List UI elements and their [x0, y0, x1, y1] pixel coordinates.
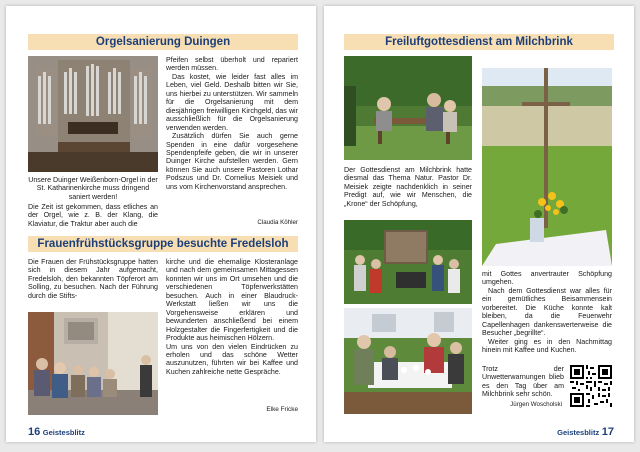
picnic-table-photo [344, 56, 472, 160]
page-number-right [557, 426, 614, 438]
gottesdienst-para-2: Nach dem Gottesdienst war alles für ein gemütliches Beisammensein vorbereitet. Die Küche konnte kalt bleiben, da die Feuerwehr Capellenhagen dankenswerterweise die Besucher „begrillte“. [482, 286, 612, 338]
fredelsloh-text-col1: Die Frauen der Frühstücksgruppe hatten sich in diesem Jahr aufgemacht, Fredelsloh, den bekannten Töpferort am Solling, zu besuchen. Nach der Führung durch die Stifts- [28, 258, 158, 300]
gottesdienst-text-col1: Der Gottesdienst am Milchbrink hatte diesmal das Thema Natur. Pastor Dr. Meisiek zeigte nachdenklich in seiner Predigt auf, wie wir Menschen, die „Krone“ der Schöpfung, [344, 166, 472, 208]
cross-flowers-photo [482, 68, 612, 266]
gottesdienst-text-col2 [482, 270, 612, 355]
coffee-table-photo [344, 308, 472, 414]
organ-para-3: Zusätzlich dürfen Sie auch gerne Spenden in eine dafür vorgesehene Spendenpfeife geben, die wir in unserer Duinger Kirche aufstellen werden. Gern können Sie auch unsere Pastoren Lothar Podszus und Dr. Cornelius Meisiek und uns vom Kirchenvorstand ansprechen. [166, 132, 298, 191]
brand-label: Geistesblitz [42, 428, 85, 437]
fredelsloh-photo [28, 312, 158, 415]
page-number-left [28, 426, 85, 438]
grill-photo [344, 220, 472, 304]
author-fricke: Elke Fricke [266, 406, 298, 413]
organ-text-col1: Die Zeit ist gekommen, dass etliches an der Orgel, wie z. B. der Klang, die Klaviatur, die Traktur aber auch die [28, 203, 158, 228]
heading-frauenfruehstueck: Frauenfrühstücksgruppe besuchte Fredelsloh [28, 236, 298, 252]
author-woscholski: Jürgen Woscholski [510, 401, 562, 408]
gottesdienst-para-4: Trotz der Unwetterwarnungen blieb es den Tag über am Milchbrink sehr schön. [482, 365, 564, 399]
author-koehler: Claudia Köhler [257, 219, 298, 226]
organ-photo [28, 56, 158, 172]
left-page [6, 6, 316, 442]
right-page [324, 6, 634, 442]
organ-para-1: Pfeifen selbst überholt und repariert werden müssen. [166, 56, 298, 73]
organ-para-2: Das kostet, wie leider fast alles im Leben, viel Geld. Deshalb bitten wir Sie, uns hierbei zu unterstützen. Wir sammeln für die Orgelsanierung mit dem diesjährigen freiwilligen Kirchgeld, das wir ausschließlich für die Orgelsanierung verwenden werden. [166, 72, 298, 132]
heading-orgelsanierung: Orgelsanierung Duingen [28, 34, 298, 50]
page-number: 16 [28, 426, 41, 438]
fredelsloh-text-col2 [166, 258, 298, 376]
qr-code-icon[interactable] [570, 365, 612, 407]
organ-text-col2 [166, 56, 298, 191]
brand-label: Geistesblitz [557, 428, 600, 437]
organ-caption: Unsere Duinger Weißenborn-Orgel in der St. Katharinenkirche muss dringend saniert werden! [28, 176, 158, 201]
fredelsloh-para-1: kirche und die ehemalige Klosteranlage und nach dem gemeinsamen Mittagessen konnten wir uns im Ort umsehen und die verschiedenen Töpferwerkstätten besuchen. Auch in einer Blaudruck-Werkstatt ließen wir uns die Vorgehensweise erklären und bewunderten anschließend bei einem Holzgestalter die Fingerfertigkeit und die Produkte aus heimischen Hölzern. [166, 258, 298, 343]
gottesdienst-para-1: mit Gottes anvertrauter Schöpfung umgehen. [482, 270, 612, 287]
heading-freiluftgottesdienst: Freiluftgottesdienst am Milchbrink [344, 34, 614, 50]
gottesdienst-para-3: Weiter ging es in den Nachmittag hinein mit Kaffee und Kuchen. [482, 337, 612, 355]
fredelsloh-para-2: Um uns von den vielen Eindrücken zu erholen und das schöne Wetter auszunutzen, führten wir bei Kaffee und Kuchen zahlreiche nette Gespräche. [166, 342, 298, 376]
page-number: 17 [601, 426, 614, 438]
